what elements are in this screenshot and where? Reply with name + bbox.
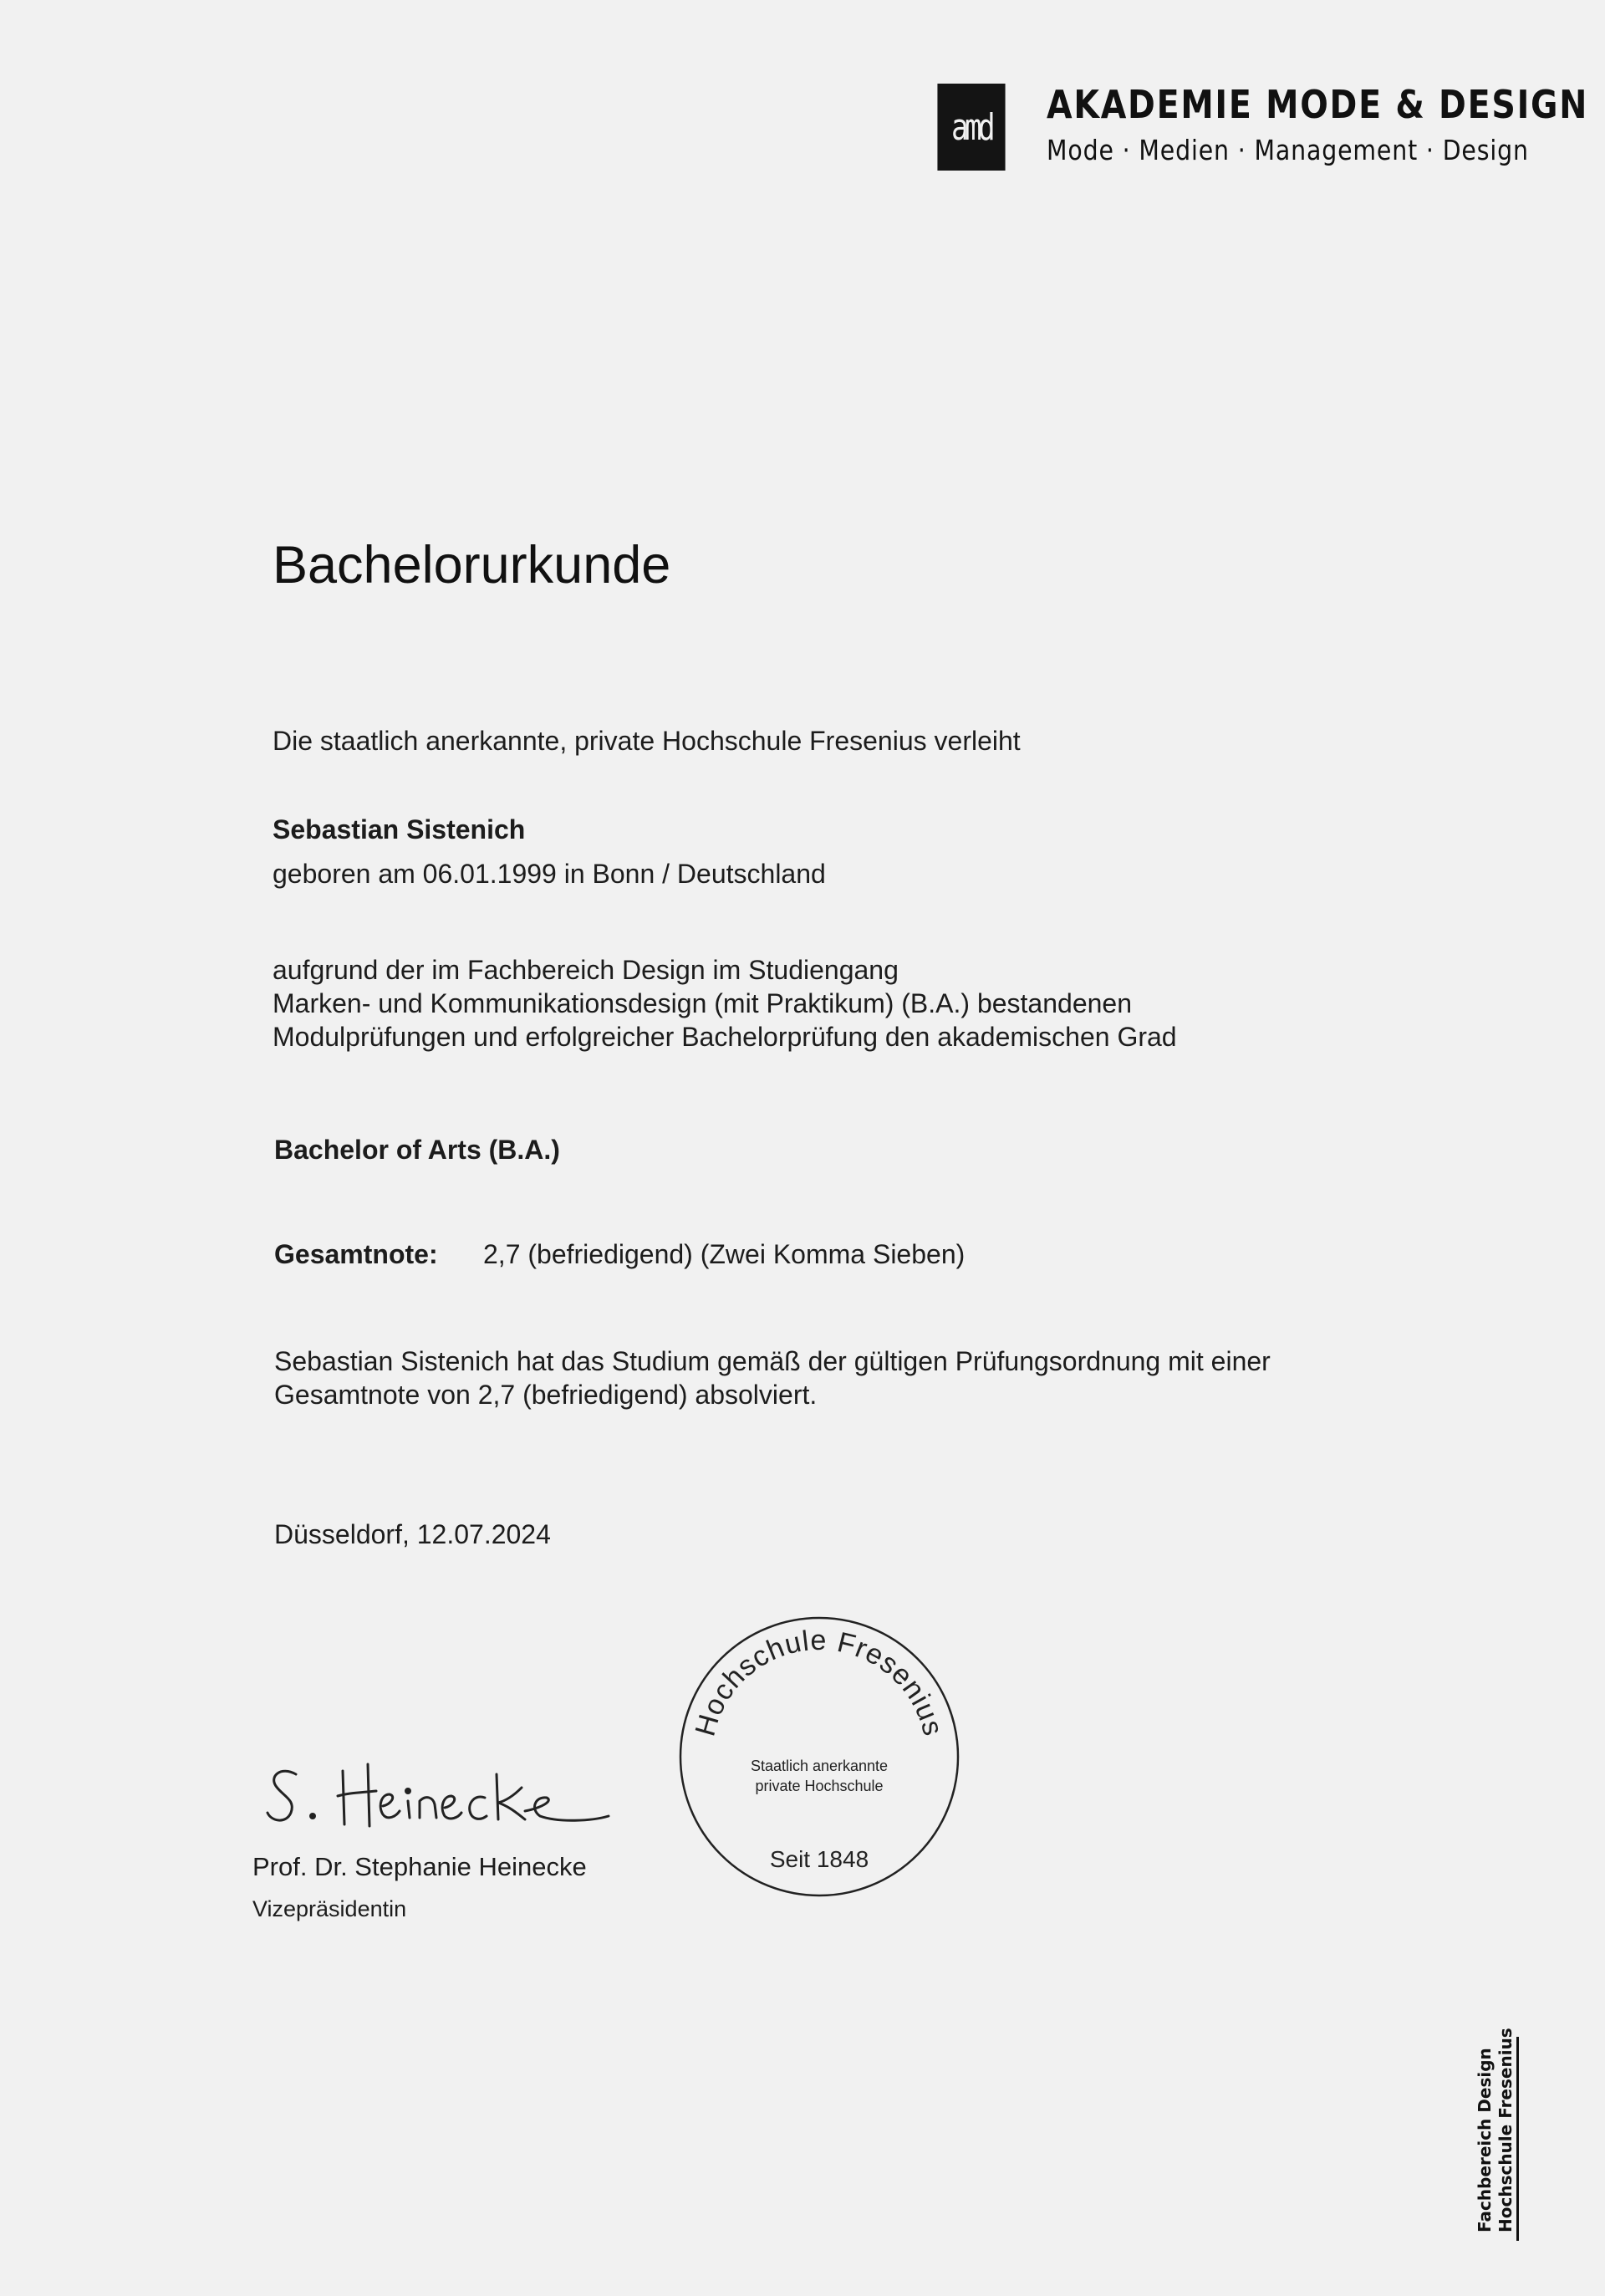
svg-text:Hochschule Fresenius: [690, 1625, 950, 1739]
seal-arc-text: Hochschule Fresenius: [689, 1624, 950, 1740]
summary-line: Gesamtnote von 2,7 (befriedigend) absolviert.: [274, 1380, 818, 1410]
university-seal: [679, 1616, 960, 1897]
place-date: Düsseldorf, 12.07.2024: [274, 1519, 551, 1549]
signatory-name: Prof. Dr. Stephanie Heinecke: [252, 1852, 587, 1881]
seal-line-1: Staatlich anerkannte: [750, 1758, 889, 1774]
grade-value: 2,7 (befriedigend) (Zwei Komma Sieben): [483, 1239, 966, 1269]
grade-label: Gesamtnote:: [274, 1239, 438, 1269]
basis-line: aufgrund der im Fachbereich Design im Studiengang: [273, 955, 899, 985]
summary-line: Sebastian Sistenich hat das Studium gemäß der gültigen Prüfungsordnung mit einer: [274, 1346, 1271, 1376]
signatory-role: Vizepräsidentin: [252, 1896, 407, 1921]
seal-since: Seit 1848: [769, 1846, 869, 1872]
signature-image: [266, 1754, 617, 1846]
intro-text: Die staatlich anerkannte, private Hochschule Fresenius verleiht: [273, 726, 1021, 756]
footer-line: Fachbereich Design: [1475, 2048, 1495, 2232]
basis-line: Modulprüfungen und erfolgreicher Bachelorprüfung den akademischen Grad: [273, 1022, 1177, 1052]
recipient-name: Sebastian Sistenich: [273, 814, 526, 844]
logo-text: amd: [951, 105, 991, 149]
brand-title: AKADEMIE MODE & DESIGN: [1047, 82, 1589, 127]
page-title: Bachelorurkunde: [273, 536, 671, 594]
degree-title: Bachelor of Arts (B.A.): [274, 1135, 560, 1165]
seal-line-2: private Hochschule: [755, 1778, 884, 1794]
amd-logo: [937, 84, 1005, 171]
footer-rule: [1516, 2037, 1519, 2241]
brand-subtitle: Mode · Medien · Management · Design: [1047, 134, 1529, 166]
birth-info: geboren am 06.01.1999 in Bonn / Deutschland: [273, 859, 826, 889]
basis-line: Marken- und Kommunikationsdesign (mit Praktikum) (B.A.) bestandenen: [273, 988, 1132, 1018]
footer-line: Hochschule Fresenius: [1495, 2028, 1516, 2232]
